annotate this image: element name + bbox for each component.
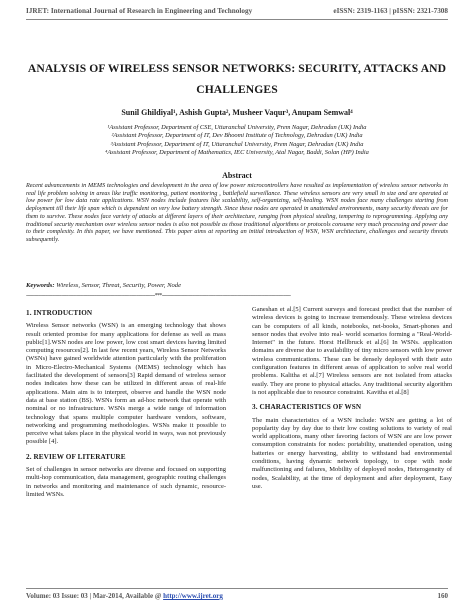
right-column bbox=[252, 306, 452, 497]
volume-info: Volume: 03 Issue: 03 | Mar-2014, Available @ bbox=[26, 592, 162, 600]
author-list: Sunil Ghildiyal¹, Ashish Gupta², Musheer Vaqur³, Anupam Semwal⁴ bbox=[121, 108, 353, 117]
left-column bbox=[26, 306, 226, 505]
journal-link[interactable]: http://www.ijret.org bbox=[163, 592, 223, 600]
page-number: 160 bbox=[437, 592, 448, 600]
characteristics-heading: 3. CHARACTERISTICS OF WSN bbox=[252, 403, 362, 412]
affiliation-3: ³Assistant Professor, Department of IT, Uttaranchal University, Prem Nagar, Dehradun (UK) India bbox=[110, 140, 364, 148]
section-separator: --------------------------------------------------------------------------------------------***-------------------------------------------------------------------------------------------- bbox=[26, 293, 291, 299]
literature-heading: 2. REVIEW OF LITERATURE bbox=[26, 452, 126, 461]
page-footer bbox=[26, 592, 448, 600]
abstract-heading: Abstract bbox=[222, 171, 252, 180]
keywords-label: Keywords: bbox=[26, 282, 55, 289]
literature-continued-text: Ganeshan et al.[5] Current surveys and forecast predict that the number of wireless devices is going to increase tremendously. These wireless devices can be computers of all kinds, notebooks, net-books, Smart-phones and sensor nodes that evolve into real- world scenarios forming a "Real-World-Internet" in the future. Horst Hellbruck et al.[6] In WSNs. application domains are diverse due to availability of tiny micro sensors with low power wireless communications. These can be densely deployed with their auto configuration features in different areas of application to solve real world problems. Kalitha et al.[7] Wireless sensors are not isolated from attacks easily. They are prone to physical attacks. Any traditional security algorithm is not applicable due to resource constraint. Kavitha et al.[8] bbox=[252, 306, 452, 396]
keywords bbox=[26, 282, 448, 289]
keywords-list: Wireless, Sensor, Threat, Security, Power, Node bbox=[56, 282, 182, 289]
literature-text: Set of challenges in sensor networks are diverse and focused on supporting multi-hop communication, data management, geographic routing challenges in networks and monitoring and maintenance of such dynamic, resource-limited WSNs. bbox=[26, 466, 226, 498]
affiliation-4: ⁴Assistant Professor, Department of Mathematics, IEC University, Atal Nagar, Baddi, Solan (HP) India bbox=[105, 149, 369, 157]
header-rule bbox=[26, 19, 448, 20]
affiliations bbox=[26, 124, 448, 158]
affiliation-1: ¹Assistant Professor, Department of CSE, Uttaranchal University, Prem Nagar, Dehradun (UK) India bbox=[107, 124, 367, 131]
abstract-text: Recent advancements in MEMS technologies and development in the area of low power microcontrollers have resulted as implementation of wireless sensor networks in real life problem solving in areas like traffic monitoring, patient monitoring , battlefield surveillance. These wireless sensors are very small in size and are operated at low power for low data rate applications. WSN nodes include features like scalability, self-organizing, self-healing. WSN nodes face many challenges starting from deployment till their life span which is dependent on very low battery strength. Since these nodes are operated in unattended environments, many security threats are for them to survive. These nodes face variety of attacks at different layers of their architecture, ranging from physical stealing, tempering to reprogramming. Applying any traditional security mechanism over wireless sensor nodes is also not possible as those traditional algorithms or protocols consume very much processing and power due to their complexity. In this paper, we have mentioned. This paper aims at reporting an initial introduction of WSN, WSN architecture, challenges and security threats subsequently. bbox=[26, 182, 448, 243]
issn: eISSN: 2319-1163 | pISSN: 2321-7308 bbox=[333, 7, 448, 15]
footer-volume bbox=[26, 592, 223, 600]
affiliation-2: ²Assistant Professor, Department of IT, Dev Bhoomi Institute of Technology, Dehradun (UK) India bbox=[111, 132, 363, 140]
introduction-text: Wireless Sensor networks (WSN) is an emerging technology that shows result oriented promise for many applications for defense as well as mass public[1].WSN nodes are low power, low cost smart devices having limited computing resources[2]. In last few recent years, Wireless Sensor Networks (WSNs) have gained worldwide attention particularly with the proliferation in Micro-Electro-Mechanical Systems (MEMS) technology which has facilitated the development of sensors[3] Rapid demand of wireless sensor nodes indicates how these can be utilized in different areas of real-life applications. Main aim is to interpret, observe and handle the WSN node data at base station (BS). WSNs form an ad-hoc network that operate with nominal or no infrastructure. WSNs merge a wide range of information technology that spans multiple computer hardware vendors, software, networking and programming methodologies. WSNs make it possible to perceive what takes place in the physical world in ways, was not previously possible [4]. bbox=[26, 322, 226, 446]
introduction-heading: 1. INTRODUCTION bbox=[26, 309, 93, 317]
journal-name: IJRET: International Journal of Research in Engineering and Technology bbox=[26, 7, 253, 15]
running-header bbox=[26, 7, 448, 15]
characteristics-text: The main characteristics of a WSN include: WSN are getting a lot of popularity day by day due to their low costing solutions to variety of real world applications, many other favoring factors of WSN are are low power consumption constraints for nodes: portability, unattended operation, using batteries or energy harvesting, ability to withstand bad environmental conditions, having dynamic network topology, to cope with node malfunctioning and failures, Mobility of deployed nodes, Heterogeneity of nodes, Scalability, at the time of deployment and after deployment, Easy use. bbox=[252, 416, 452, 490]
paper-title: ANALYSIS OF WIRELESS SENSOR NETWORKS: SECURITY, ATTACKS AND CHALLENGES bbox=[27, 62, 447, 96]
footer-rule bbox=[26, 588, 448, 589]
